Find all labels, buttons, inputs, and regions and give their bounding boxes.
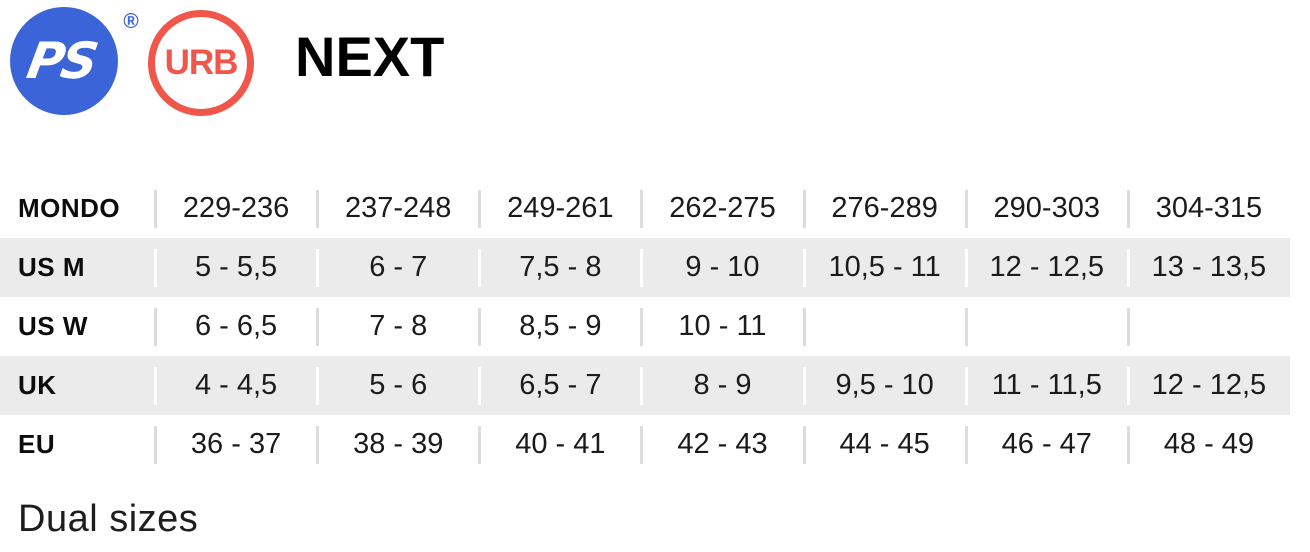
urb-badge (148, 10, 254, 116)
row-header-us-w: US W (18, 311, 88, 341)
size-cell: 12 - 12,5 (1128, 356, 1290, 415)
size-cell: 249-261 (479, 179, 641, 238)
row-header-eu: EU (18, 429, 56, 459)
size-cell: 11 - 11,5 (966, 356, 1128, 415)
size-cell: 6 - 7 (317, 238, 479, 297)
size-cell: 5 - 6 (317, 356, 479, 415)
size-cell: 6,5 - 7 (479, 356, 641, 415)
size-cell: 6 - 6,5 (155, 297, 317, 356)
size-cell: 7 - 8 (317, 297, 479, 356)
size-cell: 7,5 - 8 (479, 238, 641, 297)
powerslide-logo (10, 7, 139, 115)
table-row-eu (0, 415, 1290, 474)
size-cell: 36 - 37 (155, 415, 317, 474)
size-cell: 12 - 12,5 (966, 238, 1128, 297)
row-header-uk: UK (18, 370, 57, 400)
urb-badge-text: URB (164, 43, 238, 82)
size-cell: 40 - 41 (479, 415, 641, 474)
size-cell: 5 - 5,5 (155, 238, 317, 297)
size-cell (804, 297, 966, 356)
size-cell: 42 - 43 (641, 415, 803, 474)
registered-trademark-icon: ® (119, 10, 143, 34)
size-cell: 4 - 4,5 (155, 356, 317, 415)
size-cell (966, 297, 1128, 356)
size-cell: 10,5 - 11 (804, 238, 966, 297)
size-cell: 229-236 (155, 179, 317, 238)
size-cell: 13 - 13,5 (1128, 238, 1290, 297)
size-cell: 304-315 (1128, 179, 1290, 238)
table-row-uk (0, 356, 1290, 415)
size-cell: 46 - 47 (966, 415, 1128, 474)
size-cell: 44 - 45 (804, 415, 966, 474)
size-cell: 9 - 10 (641, 238, 803, 297)
size-cell: 8 - 9 (641, 356, 803, 415)
size-cell: 9,5 - 10 (804, 356, 966, 415)
row-header-us-m: US M (18, 252, 85, 282)
size-cell: 276-289 (804, 179, 966, 238)
size-cell: 38 - 39 (317, 415, 479, 474)
page-title: NEXT (295, 25, 445, 88)
table-row-us-m (0, 238, 1290, 297)
table-row-mondo (0, 179, 1290, 238)
size-cell: 262-275 (641, 179, 803, 238)
table-row-us-w (0, 297, 1290, 356)
size-table (0, 179, 1290, 474)
dual-sizes-note: Dual sizes (18, 498, 199, 540)
size-cell: 237-248 (317, 179, 479, 238)
size-cell: 8,5 - 9 (479, 297, 641, 356)
size-cell: 10 - 11 (641, 297, 803, 356)
brand-header (0, 0, 1310, 130)
row-header-mondo: MONDO (18, 193, 121, 223)
size-cell (1128, 297, 1290, 356)
size-cell: 48 - 49 (1128, 415, 1290, 474)
size-cell: 290-303 (966, 179, 1128, 238)
powerslide-logo-text: PS (22, 32, 100, 90)
